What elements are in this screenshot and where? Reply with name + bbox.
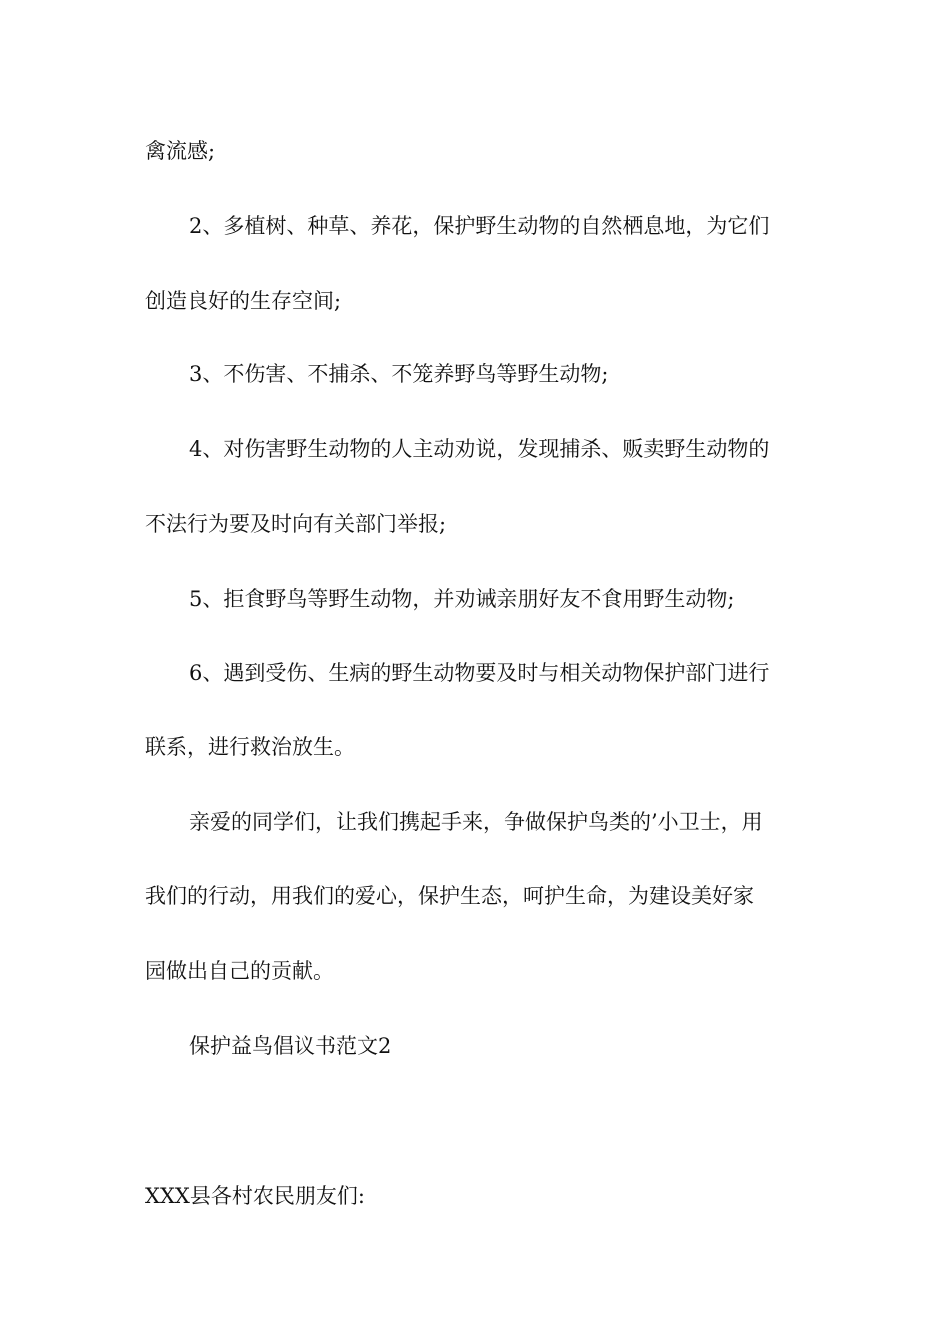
salutation: XXX县各村农民朋友们: bbox=[145, 1184, 365, 1208]
text-line: 不法行为要及时向有关部门举报; bbox=[145, 512, 447, 536]
text-line: 禽流感; bbox=[145, 139, 216, 163]
list-item-5: 5、拒食野鸟等野生动物，并劝诫亲朋好友不食用野生动物; bbox=[189, 587, 735, 611]
text-line: 创造良好的生存空间; bbox=[145, 289, 342, 313]
text-line: 我们的行动，用我们的爱心，保护生态，呵护生命，为建设美好家 bbox=[145, 884, 754, 908]
list-item-6: 6、遇到受伤、生病的野生动物要及时与相关动物保护部门进行 bbox=[189, 661, 770, 685]
section-heading: 保护益鸟倡议书范文2 bbox=[189, 1034, 392, 1058]
closing-paragraph: 亲爱的同学们，让我们携起手来，争做保护鸟类的’小卫士，用 bbox=[189, 810, 763, 834]
text-line: 园做出自己的贡献。 bbox=[145, 959, 334, 983]
list-item-4: 4、对伤害野生动物的人主动劝说，发现捕杀、贩卖野生动物的 bbox=[189, 437, 770, 461]
list-item-3: 3、不伤害、不捕杀、不笼养野鸟等野生动物; bbox=[189, 362, 609, 386]
list-item-2: 2、多植树、种草、养花，保护野生动物的自然栖息地，为它们 bbox=[189, 214, 770, 238]
text-line: 联系，进行救治放生。 bbox=[145, 735, 355, 759]
